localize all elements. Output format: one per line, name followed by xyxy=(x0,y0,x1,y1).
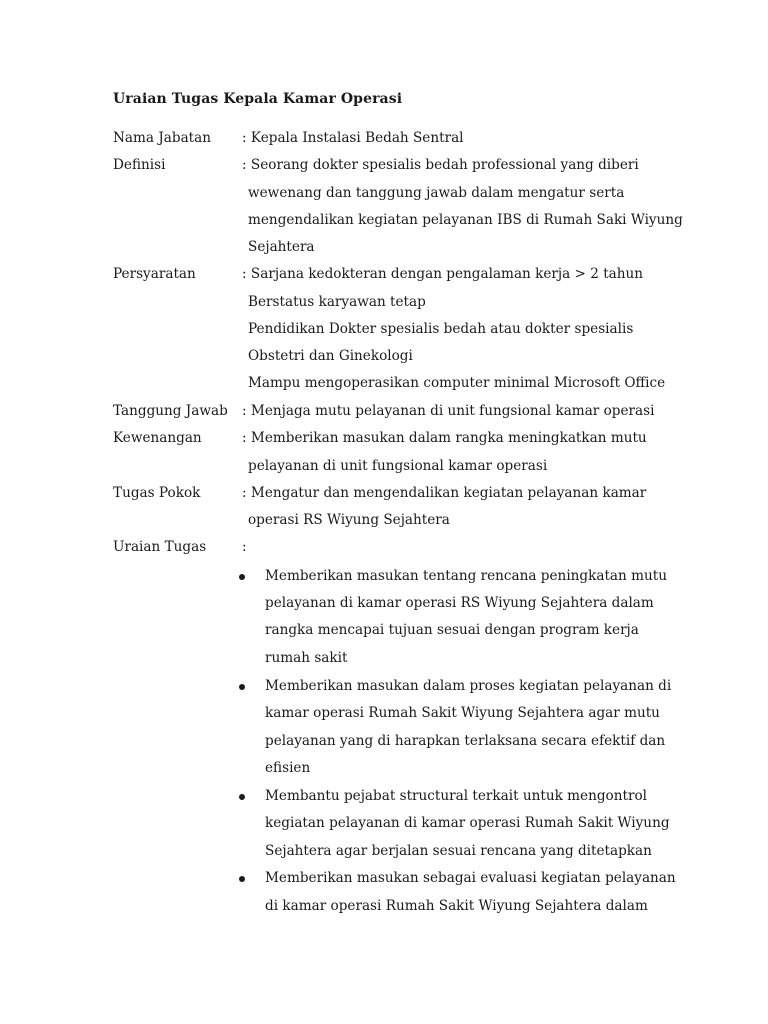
field-value-definisi-line: mengendalikan kegiatan pelayanan IBS di Rumah Saki Wiyung xyxy=(248,212,683,228)
bullet-icon xyxy=(239,684,245,690)
field-value-persyaratan-line: Mampu mengoperasikan computer minimal Microsoft Office xyxy=(248,375,666,391)
field-value-kewenangan-line: : Memberikan masukan dalam rangka meningkatkan mutu xyxy=(242,430,647,446)
duty-item-line: Membantu pejabat structural terkait untuk mengontrol xyxy=(265,788,647,804)
duty-item-line: pelayanan di kamar operasi RS Wiyung Sejahtera dalam xyxy=(265,595,654,611)
duty-item-line: Sejahtera agar berjalan sesuai rencana yang ditetapkan xyxy=(265,843,652,859)
bullet-icon xyxy=(239,794,245,800)
field-value-definisi-line: wewenang dan tanggung jawab dalam mengatur serta xyxy=(248,185,625,201)
field-value-tugas-pokok-line: operasi RS Wiyung Sejahtera xyxy=(248,512,450,528)
duty-item-line: efisien xyxy=(265,760,311,776)
duty-item-line: di kamar operasi Rumah Sakit Wiyung Sejahtera dalam xyxy=(265,898,648,914)
field-label-kewenangan: Kewenangan xyxy=(113,430,202,446)
field-value-persyaratan-line: Pendidikan Dokter spesialis bedah atau dokter spesialis xyxy=(248,321,634,337)
field-value-definisi-line: Sejahtera xyxy=(248,239,315,255)
field-label-tugas-pokok: Tugas Pokok xyxy=(113,485,201,501)
field-value-nama-jabatan: : Kepala Instalasi Bedah Sentral xyxy=(242,130,464,146)
duty-item-line: rangka mencapai tujuan sesuai dengan program kerja xyxy=(265,622,639,638)
bullet-icon xyxy=(239,876,245,882)
duty-item-line: kamar operasi Rumah Sakit Wiyung Sejahtera agar mutu xyxy=(265,705,660,721)
field-value-tugas-pokok-line: : Mengatur dan mengendalikan kegiatan pelayanan kamar xyxy=(242,485,647,501)
bullet-icon xyxy=(239,574,245,580)
document-title: Uraian Tugas Kepala Kamar Operasi xyxy=(113,91,403,107)
duty-item-line: Memberikan masukan sebagai evaluasi kegiatan pelayanan xyxy=(265,870,676,886)
field-value-definisi-line: : Seorang dokter spesialis bedah professional yang diberi xyxy=(242,157,639,173)
field-value-persyaratan-line: : Sarjana kedokteran dengan pengalaman kerja > 2 tahun xyxy=(242,266,644,282)
duty-item-line: rumah sakit xyxy=(265,650,348,666)
field-value-kewenangan-line: pelayanan di unit fungsional kamar operasi xyxy=(248,458,548,474)
duty-item-line: kegiatan pelayanan di kamar operasi Rumah Sakit Wiyung xyxy=(265,815,670,831)
field-label-persyaratan: Persyaratan xyxy=(113,266,196,282)
field-value-tanggung-jawab: : Menjaga mutu pelayanan di unit fungsional kamar operasi xyxy=(242,403,655,419)
field-label-definisi: Definisi xyxy=(113,157,166,173)
field-label-uraian-tugas: Uraian Tugas xyxy=(113,539,207,555)
field-value-persyaratan-line: Obstetri dan Ginekologi xyxy=(248,348,413,364)
duty-item-line: pelayanan yang di harapkan terlaksana secara efektif dan xyxy=(265,733,666,749)
duty-item-line: Memberikan masukan dalam proses kegiatan pelayanan di xyxy=(265,678,672,694)
field-label-tanggung-jawab: Tanggung Jawab xyxy=(113,403,228,419)
field-value-uraian-tugas: : xyxy=(242,539,247,555)
field-value-persyaratan-line: Berstatus karyawan tetap xyxy=(248,294,426,310)
field-label-nama-jabatan: Nama Jabatan xyxy=(113,130,211,146)
duty-item-line: Memberikan masukan tentang rencana peningkatan mutu xyxy=(265,568,667,584)
